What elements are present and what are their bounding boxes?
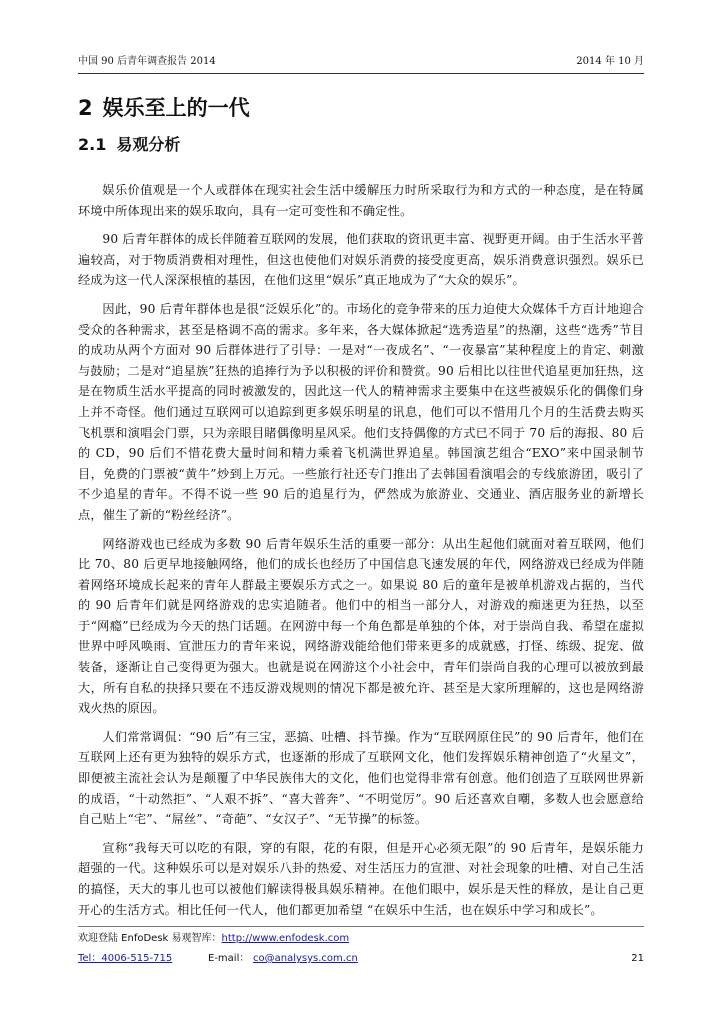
header-divider: [78, 73, 644, 74]
phone-link[interactable]: Tel：4006-515-715: [78, 953, 173, 964]
section-title: 易观分析: [116, 135, 181, 154]
paragraph-5: 人们常常调侃：“90 后”有三宝，恶搞、吐槽、抖节操。作为“互联网原住民”的 90 后青年，他们在互联网上还有更为独特的娱乐方式，也逐渐的形成了互联网文化，他们发挥娱乐精神创造了“火星文”，即便被主流社会认为是颠覆了中华民族伟大的文化，他们也觉得非常有创意。他们创造了互联网世界新的成语，“十动然拒”、“人艰不拆”、“喜大普奔”、“不明觉厉”。90 后还喜欢自嘲，多数人也会愿意给自己贴上“宅”、“屌丝”、“奇葩”、“女汉子”、“无节操”的标签。: [78, 729, 644, 827]
chapter-heading: [78, 95, 250, 121]
paragraph-4: 网络游戏也已经成为多数 90 后青年娱乐生活的重要一部分：从出生起他们就面对着互联网，他们比 70、80 后更早地接触网络，他们的成长也经历了中国信息飞速发展的年代，网络游戏已经成为伴随着网络环境成长起来的青年人群最主要娱乐方式之一。如果说 80 后的童年是被单机游戏占据的，当代的 90 后青年们就是网络游戏的忠实追随者。他们中的相当一部分人，对游戏的痴迷更为狂热，以至于“网瘾”已经成为今天的热门话题。在网游中每一个角色都是单独的个体，对于崇尚自我、希望在虚拟世界中呼风唤雨、宣泄压力的青年来说，网络游戏能给他们带来更多的成就感，打怪、练级、捉宠、做装备，逐渐让自己变得更为强大。也就是说在网游这个小社会中，青年们崇尚自我的心理可以被放到最大，所有自私的抉择只要在不违反游戏规则的情况下都是被允许、甚至是大家所理解的，这也是网络游戏火热的原因。: [78, 536, 644, 716]
website-link[interactable]: http://www.enfodesk.com: [221, 933, 350, 944]
section-heading: [78, 134, 180, 156]
footer-divider: [78, 926, 644, 927]
paragraph-3: 因此，90 后青年群体也是很“泛娱乐化”的。市场化的竞争带来的压力迫使大众媒体千方百计地迎合受众的各种需求，甚至是格调不高的需求。多年来，各大媒体掀起“选秀造星”的热潮，这些“选秀”节目的成功从两个方面对 90 后群体进行了引导：一是对“一夜成名”、“一夜暴富”某种程度上的肯定、刺激与鼓励；二是对“追星族”狂热的追捧行为予以积极的评价和赞赏。90 后相比以往世代追星更加狂热，这是在物质生活水平提高的同时被激发的，因此这一代人的精神需求主要集中在这些被娱乐化的偶像们身上并不奇怪。他们通过互联网可以追踪到更多娱乐明星的讯息，他们可以不惜用几个月的生活费去购买飞机票和演唱会门票，只为亲眼目睹偶像明星风采。他们支持偶像的方式已不同于 70 后的海报、80 后的 CD，90 后们不惜花费大量时间和精力乘着飞机满世界追星。韩国演艺组合“EXO”来中国录制节目，免费的门票被“黄牛”炒到上万元。一些旅行社还专门推出了去韩国看演唱会的专线旅游团，吸引了不少追星的青年。不得不说一些 90 后的追星行为，俨然成为旅游业、交通业、酒店服务业的新增长点，催生了新的“粉丝经济”。: [78, 301, 644, 522]
running-header: [78, 55, 644, 73]
footer-visit-text: 欢迎登陆 EnfoDesk 易观智库：: [78, 933, 222, 944]
header-report-title: 中国 90 后青年调查报告 2014: [78, 56, 216, 67]
paragraph-2: 90 后青年群体的成长伴随着互联网的发展，他们获取的资讯更丰富、视野更开阔。由于生活水平普遍较高，对于物质消费相对理性，但这也使他们对娱乐消费的接受度更高，娱乐消费意识强烈。娱乐已经成为这一代人深深根植的基因，在他们这里“娱乐”真正地成为了“大众的娱乐”。: [78, 232, 644, 288]
section-number: 2.1: [78, 135, 107, 154]
email-link[interactable]: co@analysys.com.cn: [253, 953, 358, 964]
email-label: E-mail：: [208, 953, 250, 964]
paragraph-1: 娱乐价值观是一个人或群体在现实社会生活中缓解压力时所采取行为和方式的一种态度，是在特属环境中所体现出来的娱乐取向，具有一定可变性和不确定性。: [78, 183, 644, 218]
chapter-number: 2: [78, 96, 93, 120]
page-number: 21: [631, 953, 644, 964]
body-text: [78, 180, 644, 928]
paragraph-6: 宣称“我每天可以吃的有限，穿的有限，花的有限，但是开心必须无限”的 90 后青年，是娱乐能力超强的一代。这种娱乐可以是对娱乐八卦的热爱、对生活压力的宣泄、对社会现象的吐槽、对自己生活的搞怪，天大的事儿也可以被他们解读得极具娱乐精神。在他们眼中，娱乐是天性的释放，是让自己更开心的生活方式。相比任何一代人，他们都更加希望 “在娱乐中生活，也在娱乐中学习和成长”。: [78, 840, 644, 917]
footer-visit-line: [78, 932, 644, 946]
header-date: 2014 年 10 月: [576, 56, 644, 67]
chapter-title: 娱乐至上的一代: [102, 96, 250, 120]
